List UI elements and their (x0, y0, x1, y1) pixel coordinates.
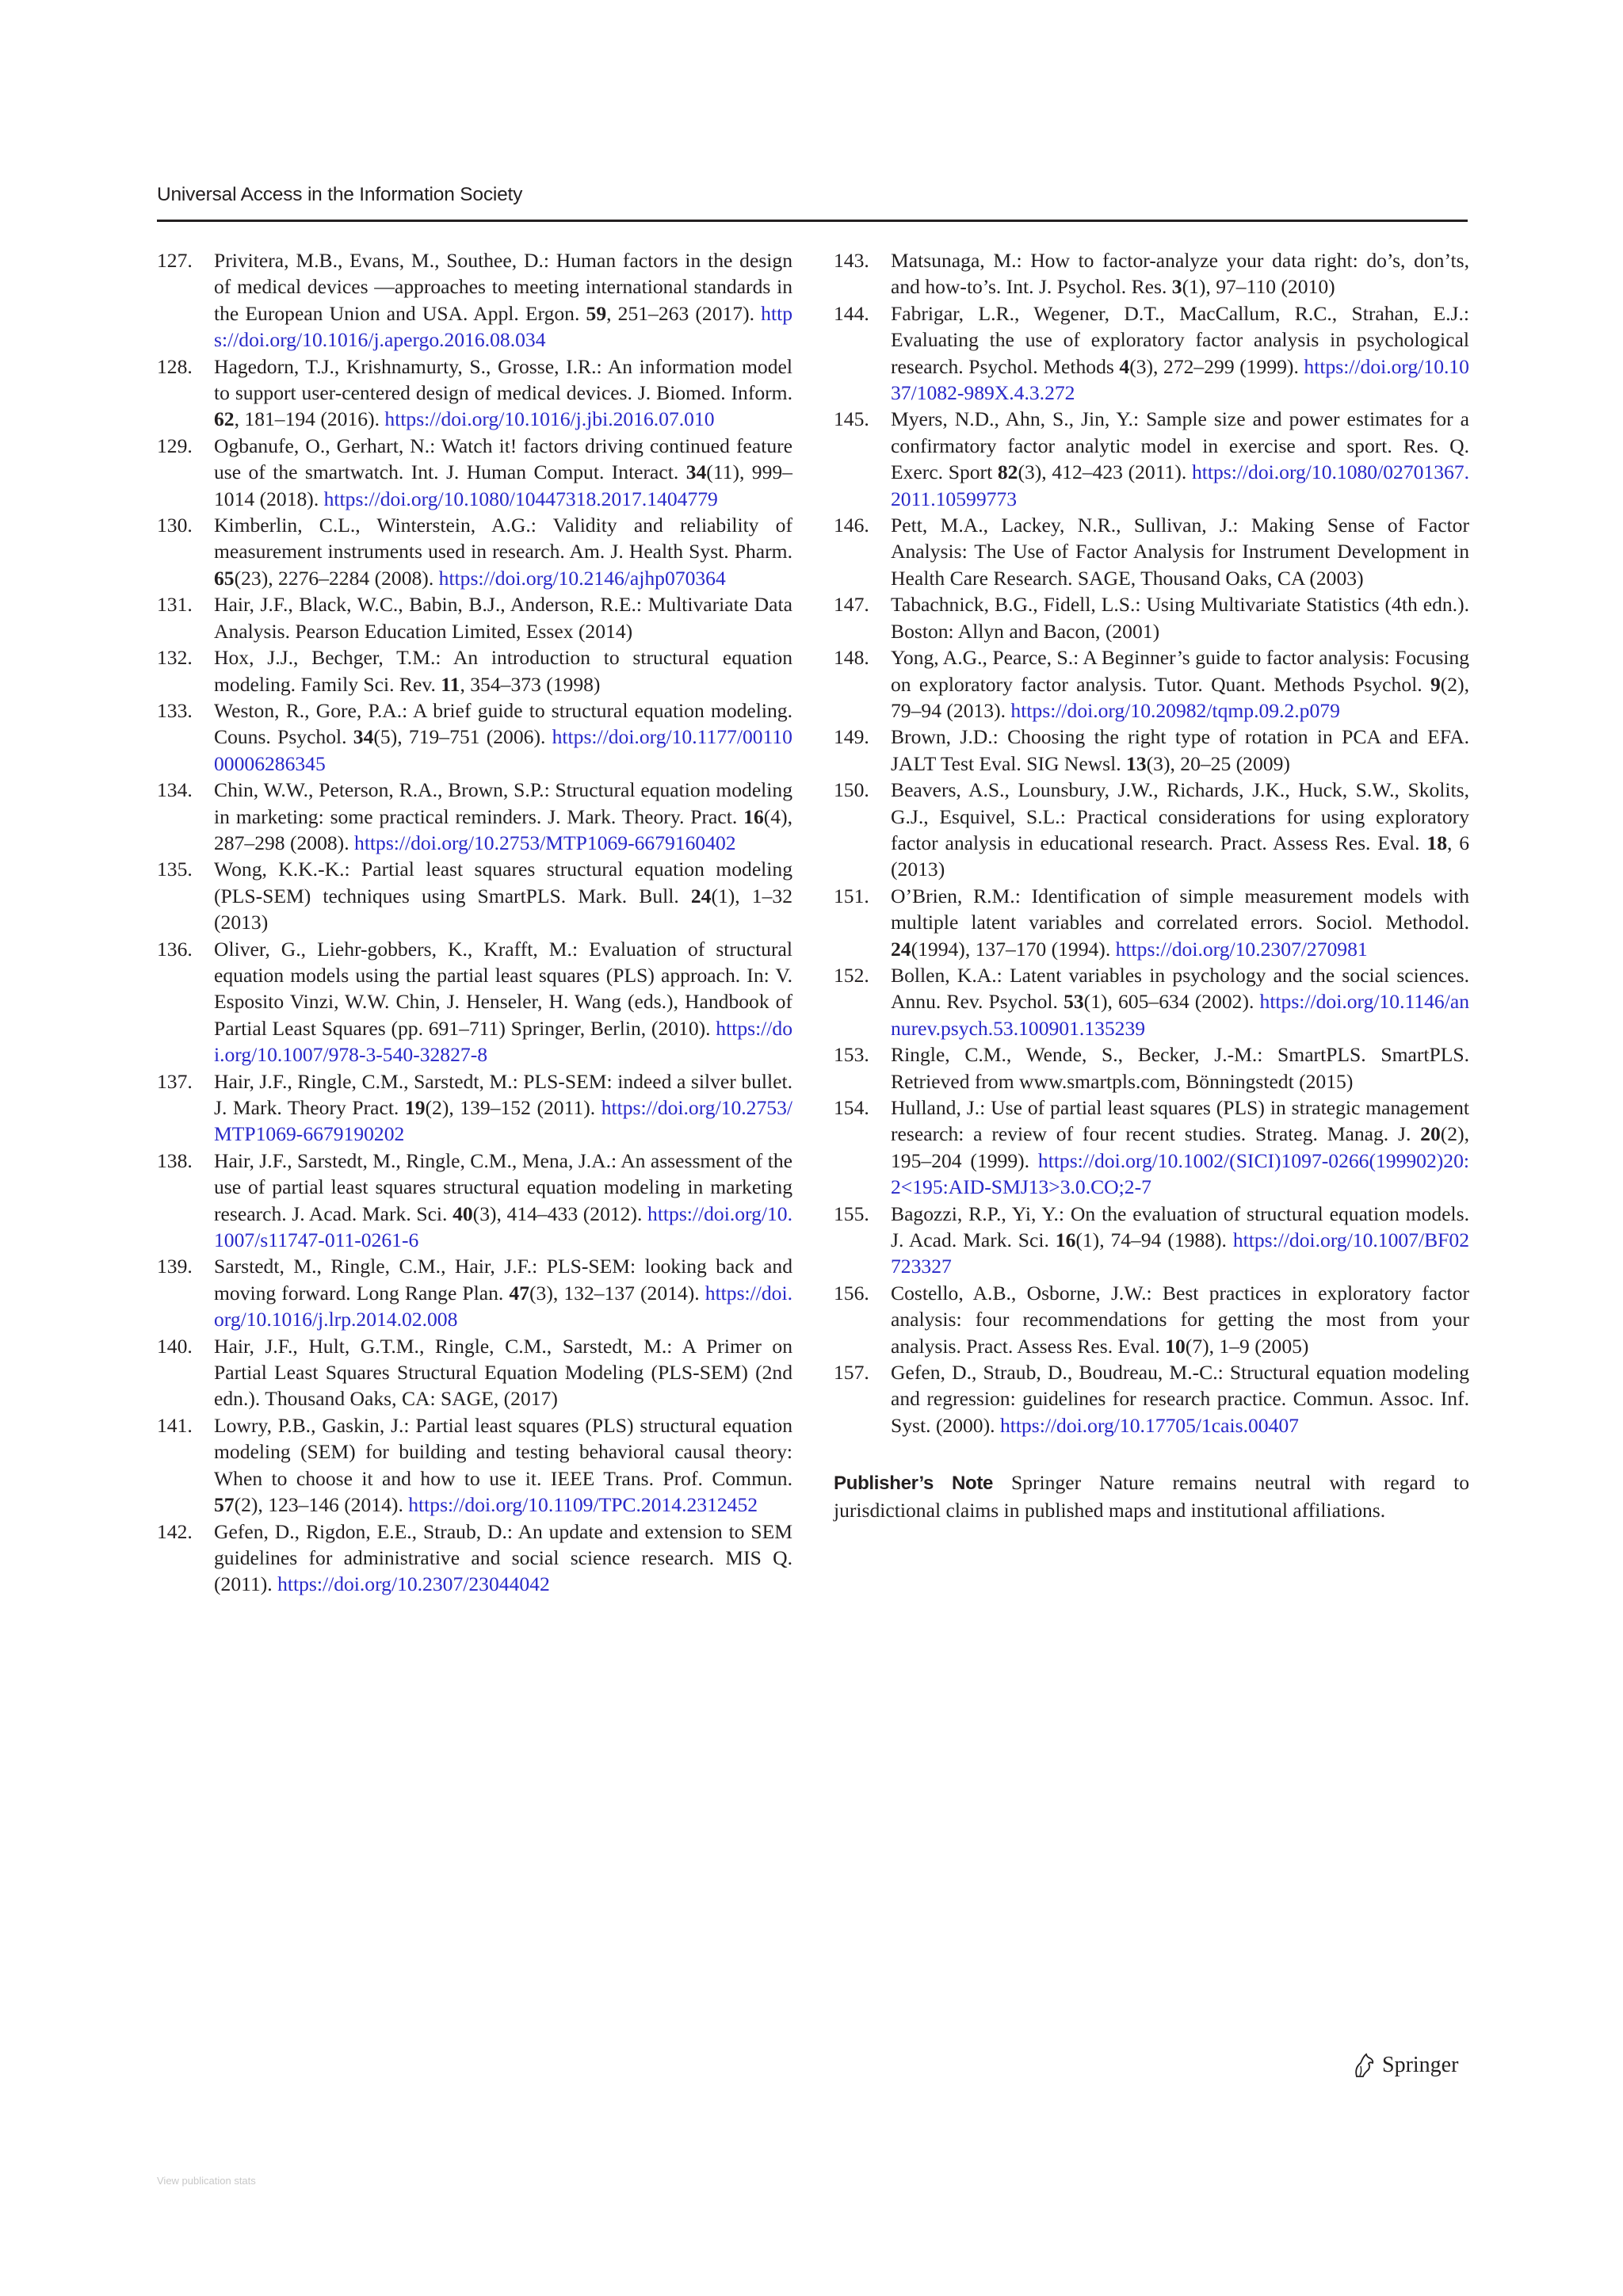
references-right-column (834, 247, 1469, 1523)
reference-pages: (2), 79–94 (2013). (891, 672, 1469, 722)
reference-text: Fabrigar, L.R., Wegener, D.T., MacCallum, R.C., Strahan, E.J.: Evaluating the use of exploratory factor analysis in psychological research. Psychol. Methods (891, 301, 1469, 378)
reference-item (157, 247, 792, 353)
reference-volume: 24 (690, 884, 712, 907)
reference-doi-link[interactable]: https://doi.org/10.1037/1082-989X.4.3.272 (891, 354, 1469, 405)
reference-item (834, 724, 1469, 777)
reference-number: 137. (157, 1069, 193, 1093)
reference-item (834, 512, 1469, 591)
reference-pages: , 181–194 (2016). (234, 407, 385, 431)
reference-pages: (7), 1–9 (2005) (1185, 1334, 1309, 1358)
reference-number: 145. (834, 407, 869, 431)
view-publication-stats-link[interactable]: View publication stats (157, 2175, 256, 2187)
reference-number: 129. (157, 434, 193, 457)
reference-volume: 53 (1064, 990, 1084, 1014)
reference-pages: (3), 414–433 (2012). (472, 1201, 648, 1225)
reference-item (834, 1041, 1469, 1095)
reference-number: 131. (157, 593, 193, 617)
reference-number: 153. (834, 1043, 869, 1067)
reference-text: Ringle, C.M., Wende, S., Becker, J.-M.: SmartPLS. SmartPLS. Retrieved from www.smartpls.com, Bönningstedt (2015) (891, 1043, 1469, 1093)
reference-number: 139. (157, 1255, 193, 1278)
reference-doi-link[interactable]: https://doi.org/10.2307/23044042 (277, 1572, 550, 1596)
reference-item (157, 856, 792, 935)
reference-number: 154. (834, 1096, 869, 1119)
reference-doi-link[interactable]: https://doi.org/10.2753/MTP1069-6679160402 (354, 831, 736, 854)
reference-number: 138. (157, 1148, 193, 1172)
reference-pages: (1), 97–110 (2010) (1182, 275, 1335, 299)
reference-item (157, 1412, 792, 1519)
reference-volume: 47 (509, 1281, 530, 1305)
reference-number: 142. (157, 1519, 193, 1543)
reference-pages: (2), 139–152 (2011). (425, 1096, 601, 1119)
reference-item (157, 644, 792, 697)
reference-text: Wong, K.K.-K.: Partial least squares structural equation modeling (PLS-SEM) techniques using SmartPLS. Mark. Bull. (214, 858, 792, 907)
reference-doi-link[interactable]: https://doi.org/10.1080/10447318.2017.1404779 (323, 487, 718, 510)
reference-pages: (3), 272–299 (1999). (1129, 354, 1304, 378)
reference-volume: 34 (685, 460, 707, 484)
reference-volume: 3 (1171, 275, 1182, 299)
reference-text: Oliver, G., Liehr-gobbers, K., Krafft, M.: Evaluation of structural equation models using the partial least squares (PLS) approach. In: V. Esposito Vinzi, W.W. Chin, J. Henseler, H. Wang (eds.), Handbook of Partial Least Squares (pp. 691–711) Springer, Berlin, (2010). (214, 937, 792, 1040)
reference-text: Gefen, D., Straub, D., Boudreau, M.-C.: Structural equation modeling and regression: guidelines for research practice. Commun. Assoc. Inf. Syst. (2000). (891, 1361, 1469, 1437)
reference-number: 152. (834, 963, 869, 987)
reference-item (834, 406, 1469, 512)
reference-text: Bagozzi, R.P., Yi, Y.: On the evaluation of structural equation models. J. Acad. Mark. Sci. (891, 1201, 1469, 1252)
reference-text: Hagedorn, T.J., Krishnamurty, S., Grosse, I.R.: An information model to support user-centered design of medical devices. J. Biomed. Inform. (214, 354, 792, 405)
reference-number: 148. (834, 646, 869, 670)
reference-number: 157. (834, 1361, 869, 1385)
reference-item (834, 1095, 1469, 1201)
reference-number: 128. (157, 354, 193, 378)
reference-item (157, 591, 792, 644)
reference-text: Brown, J.D.: Choosing the right type of rotation in PCA and EFA. JALT Test Eval. SIG Newsl. (891, 725, 1469, 775)
publisher-note-label: Publisher’s Note (834, 1473, 994, 1495)
reference-volume: 40 (453, 1201, 473, 1225)
reference-text: Hair, J.F., Ringle, C.M., Sarstedt, M.: PLS-SEM: indeed a silver bullet. J. Mark. Theory Pract. (214, 1069, 792, 1119)
reference-volume: 10 (1165, 1334, 1186, 1358)
reference-pages: (3), 132–137 (2014). (529, 1281, 705, 1305)
reference-text: Hair, J.F., Sarstedt, M., Ringle, C.M., Mena, J.A.: An assessment of the use of partial least squares structural equation modeling in marketing research. J. Acad. Mark. Sci. (214, 1148, 792, 1225)
springer-brand: Springer (1382, 2053, 1459, 2077)
reference-text: Matsunaga, M.: How to factor-analyze your data right: do’s, don’ts, and how-to’s. Int. J. Psychol. Res. (891, 249, 1469, 299)
springer-horse-icon (1352, 2052, 1376, 2079)
reference-pages: (1), 605–634 (2002). (1083, 990, 1260, 1014)
reference-pages: , 6 (2013) (891, 831, 1470, 881)
reference-volume: 65 (214, 566, 235, 590)
reference-number: 151. (834, 884, 869, 907)
reference-pages: (3), 412–423 (2011). (1018, 460, 1192, 484)
reference-pages: (1), 74–94 (1988). (1075, 1228, 1233, 1252)
reference-item (834, 777, 1469, 883)
reference-item (834, 591, 1469, 644)
reference-volume: 59 (586, 301, 607, 325)
reference-doi-link[interactable]: https://doi.org/10.1146/annurev.psych.53.100901.135239 (891, 990, 1469, 1040)
reference-text: Hair, J.F., Hult, G.T.M., Ringle, C.M., Sarstedt, M.: A Primer on Partial Least Squares Structural Equation Modeling (PLS-SEM) (2nd edn.). Thousand Oaks, CA: SAGE, (2017) (214, 1334, 792, 1411)
reference-text: Hair, J.F., Black, W.C., Babin, B.J., Anderson, R.E.: Multivariate Data Analysis. Pearson Education Limited, Essex (2014) (214, 593, 792, 643)
reference-number: 133. (157, 698, 193, 722)
reference-doi-link[interactable]: https://doi.org/10.1002/(SICI)1097-0266(199902)20:2<195:AID-SMJ13>3.0.CO;2-7 (891, 1148, 1469, 1199)
reference-doi-link[interactable]: https://doi.org/10.1016/j.apergo.2016.08.034 (214, 301, 792, 352)
reference-text: Hox, J.J., Bechger, T.M.: An introduction to structural equation modeling. Family Sci. Rev. (214, 646, 792, 696)
reference-text: Weston, R., Gore, P.A.: A brief guide to structural equation modeling. Couns. Psychol. (214, 698, 792, 749)
reference-text: Pett, M.A., Lackey, N.R., Sullivan, J.: Making Sense of Factor Analysis: The Use of Factor Analysis for Instrument Development in Health Care Research. SAGE, Thousand Oaks, CA (2003) (891, 514, 1469, 590)
reference-number: 136. (157, 937, 193, 961)
reference-pages: (23), 2276–2284 (2008). (234, 566, 439, 590)
reference-text: Costello, A.B., Osborne, J.W.: Best practices in exploratory factor analysis: four recommendations for getting the most from your analysis. Pract. Assess Res. Eval. (891, 1281, 1469, 1358)
reference-item (157, 1068, 792, 1148)
reference-text: Ogbanufe, O., Gerhart, N.: Watch it! factors driving continued feature use of the smartwatch. Int. J. Human Comput. Interact. (214, 434, 792, 484)
reference-doi-link[interactable]: https://doi.org/10.20982/tqmp.09.2.p079 (1010, 698, 1340, 722)
reference-number: 150. (834, 778, 869, 802)
reference-volume: 4 (1119, 354, 1130, 378)
reference-volume: 19 (404, 1096, 426, 1119)
reference-number: 143. (834, 249, 869, 272)
journal-title: Universal Access in the Information Society (157, 184, 523, 205)
reference-item (834, 883, 1469, 962)
reference-text: O’Brien, R.M.: Identification of simple measurement models with multiple latent variables and correlated errors. Sociol. Methodol. (891, 884, 1469, 934)
reference-volume: 57 (214, 1493, 235, 1517)
reference-pages: (2), 195–204 (1999). (891, 1122, 1469, 1172)
reference-text: Bollen, K.A.: Latent variables in psychology and the social sciences. Annu. Rev. Psychol. (891, 963, 1469, 1014)
reference-number: 130. (157, 514, 193, 537)
reference-number: 155. (834, 1201, 869, 1225)
reference-item (157, 433, 792, 512)
reference-number: 132. (157, 646, 193, 670)
reference-item (157, 936, 792, 1068)
reference-number: 149. (834, 725, 869, 749)
reference-doi-link[interactable]: https://doi.org/10.1007/s11747-011-0261-6 (214, 1201, 792, 1252)
reference-text: Chin, W.W., Peterson, R.A., Brown, S.P.: Structural equation modeling in marketing: some practical reminders. J. Mark. Theory. Pract. (214, 778, 792, 828)
reference-number: 134. (157, 778, 193, 802)
reference-text: Privitera, M.B., Evans, M., Southee, D.: Human factors in the design of medical devices —approaches to meeting international standards in the European Union and USA. Appl. Ergon. (214, 249, 792, 325)
reference-volume: 16 (743, 804, 764, 828)
reference-volume: 16 (1055, 1228, 1076, 1252)
reference-text: Tabachnick, B.G., Fidell, L.S.: Using Multivariate Statistics (4th edn.). Boston: Allyn and Bacon, (2001) (891, 593, 1469, 643)
reference-item (834, 1359, 1469, 1438)
reference-doi-link[interactable]: https://doi.org/10.17705/1cais.00407 (999, 1413, 1299, 1437)
reference-volume: 13 (1126, 751, 1147, 775)
reference-doi-link[interactable]: https://doi.org/10.1177/0011000006286345 (214, 725, 792, 775)
reference-item (157, 777, 792, 856)
reference-volume: 18 (1426, 831, 1447, 854)
reference-item (834, 300, 1469, 407)
reference-number: 141. (157, 1413, 193, 1437)
reference-text: Beavers, A.S., Lounsbury, J.W., Richards, J.K., Huck, S.W., Skolits, G.J., Esquivel, S.L.: Practical considerations for using exploratory factor analysis in educational research. Pract. Assess Res. Eval. (891, 778, 1469, 854)
reference-doi-link[interactable]: https://doi.org/10.1016/j.jbi.2016.07.010 (384, 407, 715, 431)
reference-text: Kimberlin, C.L., Winterstein, A.G.: Validity and reliability of measurement instruments used in research. Am. J. Health Syst. Pharm. (214, 514, 792, 563)
reference-item (834, 644, 1469, 724)
reference-item (157, 1148, 792, 1254)
reference-pages: (3), 20–25 (2009) (1146, 751, 1290, 775)
reference-pages: , 251–263 (2017). (606, 301, 762, 325)
reference-item (834, 962, 1469, 1041)
reference-text: Gefen, D., Rigdon, E.E., Straub, D.: An update and extension to SEM guidelines for administrative and social science research. MIS Q. (2011). (214, 1519, 792, 1596)
reference-item (157, 512, 792, 591)
reference-doi-link[interactable]: https://doi.org/10.1080/02701367.2011.10599773 (891, 460, 1469, 510)
reference-number: 147. (834, 593, 869, 617)
header-rule (157, 220, 1468, 222)
reference-number: 144. (834, 301, 869, 325)
reference-item (834, 1280, 1469, 1359)
reference-pages: (11), 999–1014 (2018). (214, 460, 792, 510)
reference-number: 146. (834, 514, 869, 537)
reference-doi-link[interactable]: https://doi.org/10.1016/j.lrp.2014.02.008 (214, 1281, 792, 1331)
reference-number: 127. (157, 249, 193, 272)
reference-item (834, 247, 1469, 300)
reference-text: Myers, N.D., Ahn, S., Jin, Y.: Sample size and power estimates for a confirmatory factor analytic model in exercise and sport. Res. Q. Exerc. Sport (891, 407, 1469, 484)
reference-number: 140. (157, 1334, 193, 1358)
publisher-note-text: Springer Nature remains neutral with regard to jurisdictional claims in published maps and institutional affiliations. (834, 1471, 1469, 1522)
reference-pages: , 354–373 (1998) (460, 672, 601, 696)
reference-volume: 34 (353, 725, 374, 749)
reference-doi-link[interactable]: https://doi.org/10.2753/MTP1069-6679190202 (214, 1096, 792, 1146)
reference-item (157, 1333, 792, 1412)
reference-pages: (1994), 137–170 (1994). (911, 937, 1116, 961)
reference-number: 156. (834, 1281, 869, 1305)
reference-doi-link[interactable]: https://doi.org/10.2146/ajhp070364 (438, 566, 726, 590)
reference-doi-link[interactable]: https://doi.org/10.2307/270981 (1115, 937, 1368, 961)
reference-doi-link[interactable]: https://doi.org/10.1007/BF02723327 (891, 1228, 1469, 1278)
reference-text: Sarstedt, M., Ringle, C.M., Hair, J.F.: PLS-SEM: looking back and moving forward. Long Range Plan. (214, 1255, 792, 1305)
reference-pages: (2), 123–146 (2014). (234, 1493, 409, 1517)
reference-volume: 24 (891, 937, 911, 961)
reference-volume: 20 (1420, 1122, 1441, 1146)
reference-doi-link[interactable]: https://doi.org/10.1007/978-3-540-32827-8 (214, 1016, 792, 1067)
reference-volume: 11 (441, 672, 460, 696)
reference-text: Lowry, P.B., Gaskin, J.: Partial least squares (PLS) structural equation modeling (SEM) for building and testing behavioral causal theory: When to choose it and how to use it. IEEE Trans. Prof. Commun. (214, 1413, 792, 1490)
springer-logo (1352, 2052, 1458, 2079)
reference-text: Yong, A.G., Pearce, S.: A Beginner’s guide to factor analysis: Focusing on exploratory factor analysis. Tutor. Quant. Methods Psychol. (891, 646, 1469, 696)
reference-item (157, 1253, 792, 1332)
reference-text: Hulland, J.: Use of partial least squares (PLS) in strategic management research: a review of four recent studies. Strateg. Manag. J. (891, 1096, 1469, 1146)
publisher-note (834, 1469, 1469, 1523)
references-left-column (157, 247, 792, 1598)
reference-item (157, 353, 792, 433)
reference-item (834, 1201, 1469, 1280)
reference-pages: (1), 1–32 (2013) (214, 884, 792, 934)
reference-number: 135. (157, 858, 193, 881)
reference-doi-link[interactable]: https://doi.org/10.1109/TPC.2014.2312452 (408, 1493, 758, 1517)
reference-item (157, 1519, 792, 1598)
reference-pages: (5), 719–751 (2006). (373, 725, 552, 749)
reference-item (157, 697, 792, 777)
reference-volume: 62 (214, 407, 235, 431)
reference-volume: 82 (997, 460, 1018, 484)
reference-pages: (4), 287–298 (2008). (214, 804, 792, 854)
reference-volume: 9 (1430, 672, 1441, 696)
